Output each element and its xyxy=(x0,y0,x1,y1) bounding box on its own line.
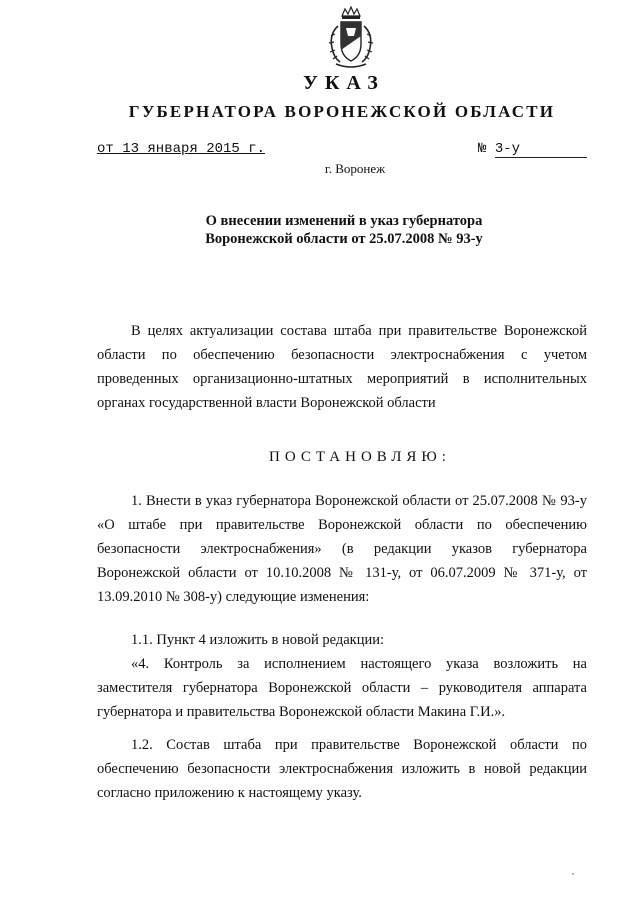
item-1-2-paragraph: 1.2. Состав штаба при правительстве Воронежской области по обеспечению безопасности электроснабжения изложить в новой редакции согласно приложению к настоящему указу. xyxy=(97,737,587,801)
coat-of-arms-emblem-icon xyxy=(326,6,376,70)
decree-number-label: № xyxy=(478,141,487,157)
decree-subject-line1: О внесении изменений в указ губернатора xyxy=(205,213,483,229)
item-1-1-text-paragraph: «4. Контроль за исполнением настоящего указа возложить на заместителя губернатора Воронежской области – руководителя аппарата губернатора и правительства Воронежской области Макина Г.И.». xyxy=(97,656,587,720)
decree-date xyxy=(97,141,265,157)
decree-subject xyxy=(0,212,640,248)
decree-number-value: 3-у xyxy=(495,142,587,158)
decree-subject-line2: Воронежской области от 25.07.2008 № 93-у xyxy=(205,231,483,247)
scan-speck xyxy=(572,873,574,875)
item-1-paragraph: 1. Внести в указ губернатора Воронежской области от 25.07.2008 № 93-у «О штабе при правительстве Воронежской области по обеспечению безопасности электроснабжения» (в редакции указов губернатора Воронежской области от 10.10.2008 № 131-у, от 06.07.2009 № 371-у, от 13.09.2010 № 308-у) следующие изменения: xyxy=(97,493,587,605)
decree-number xyxy=(478,141,587,158)
document-subtitle: ГУБЕРНАТОРА ВОРОНЕЖСКОЙ ОБЛАСТИ xyxy=(128,102,556,121)
decree-word: ПОСТАНОВЛЯЮ: xyxy=(269,449,451,465)
decree-city: г. Воронеж xyxy=(324,161,386,176)
preamble-paragraph: В целях актуализации состава штаба при правительстве Воронежской области по обеспечению безопасности электроснабжения с учетом проведенных организационно-штатных мероприятий в исполнительных органах государственной власти Воронежской области xyxy=(97,323,587,411)
decree-date-text: от 13 января 2015 г. xyxy=(97,141,266,157)
item-1-1-paragraph: 1.1. Пункт 4 изложить в новой редакции: xyxy=(131,632,385,648)
document-title: УКАЗ xyxy=(303,72,385,94)
